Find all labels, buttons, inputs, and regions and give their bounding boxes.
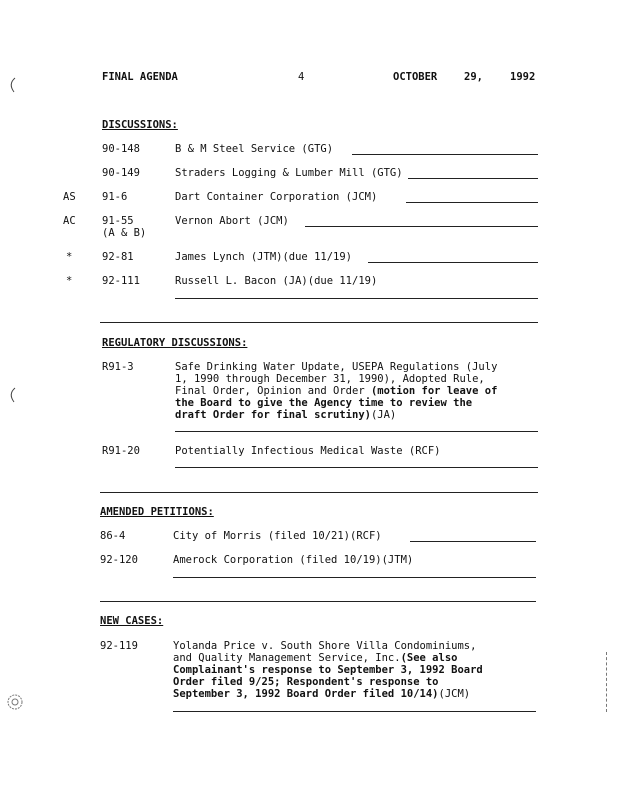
signature-line xyxy=(410,541,536,542)
case-number: R91-3 xyxy=(102,361,134,373)
new-cases-heading: NEW CASES: xyxy=(100,615,164,627)
case-marker: * xyxy=(66,251,73,263)
case-number: 92-120 xyxy=(100,554,138,566)
signature-line xyxy=(368,262,538,263)
case-text-line: Complainant's response to September 3, 1992 Board xyxy=(173,664,483,676)
binder-hole-mark xyxy=(6,386,18,404)
section-divider xyxy=(100,601,536,602)
regulatory-heading: REGULATORY DISCUSSIONS: xyxy=(102,337,248,349)
case-text-line: Yolanda Price v. South Shore Villa Condominiums, xyxy=(173,640,477,652)
case-text-line: and Quality Management Service, Inc.(See also xyxy=(173,652,458,664)
case-number: 86-4 xyxy=(100,530,126,542)
case-number: 90-149 xyxy=(102,167,140,179)
case-marker: * xyxy=(66,275,73,287)
case-number: 92-111 xyxy=(102,275,140,287)
case-text-line: 1, 1990 through December 31, 1990), Adopted Rule, xyxy=(175,373,485,385)
case-marker: AS xyxy=(63,191,76,203)
case-number: R91-20 xyxy=(102,445,140,457)
case-text-line: draft Order for final scrutiny)(JA) xyxy=(175,409,397,421)
binder-hole-mark xyxy=(5,692,25,712)
case-text-line: Order filed 9/25; Respondent's response to xyxy=(173,676,439,688)
discussions-heading: DISCUSSIONS: xyxy=(102,119,178,131)
case-title: Straders Logging & Lumber Mill (GTG) xyxy=(175,167,403,179)
case-title: Vernon Abort (JCM) xyxy=(175,215,289,227)
signature-line xyxy=(175,431,538,432)
signature-line xyxy=(408,178,538,179)
section-divider xyxy=(100,322,538,323)
case-number: 92-119 xyxy=(100,640,138,652)
amended-heading: AMENDED PETITIONS: xyxy=(100,506,214,518)
case-text-line: September 3, 1992 Board Order filed 10/14)(JCM) xyxy=(173,688,471,700)
case-number: 91-6 xyxy=(102,191,128,203)
signature-line xyxy=(175,298,538,299)
case-title: Dart Container Corporation (JCM) xyxy=(175,191,378,203)
case-number: 91-55 xyxy=(102,215,134,227)
signature-line xyxy=(175,467,538,468)
agenda-title: FINAL AGENDA xyxy=(102,71,178,83)
signature-line xyxy=(173,711,536,712)
case-title: B & M Steel Service (GTG) xyxy=(175,143,334,155)
case-title: City of Morris (filed 10/21)(RCF) xyxy=(173,530,382,542)
case-number: 90-148 xyxy=(102,143,140,155)
case-marker: AC xyxy=(63,215,76,227)
case-number: 92-81 xyxy=(102,251,134,263)
signature-line xyxy=(352,154,538,155)
signature-line xyxy=(305,226,538,227)
section-divider xyxy=(100,492,538,493)
case-text-line: Safe Drinking Water Update, USEPA Regulations (July xyxy=(175,361,498,373)
case-text-line: Final Order, Opinion and Order (motion for leave of xyxy=(175,385,498,397)
binder-hole-mark xyxy=(6,76,18,94)
date-year: 1992 xyxy=(510,71,536,83)
case-title: James Lynch (JTM)(due 11/19) xyxy=(175,251,353,263)
case-text-line: the Board to give the Agency time to review the xyxy=(175,397,473,409)
signature-line xyxy=(406,202,538,203)
date-day: 29, xyxy=(464,71,483,83)
case-title: Russell L. Bacon (JA)(due 11/19) xyxy=(175,275,378,287)
scan-edge-mark xyxy=(606,652,607,712)
case-title: Potentially Infectious Medical Waste (RCF) xyxy=(175,445,441,457)
signature-line xyxy=(173,577,536,578)
page-number: 4 xyxy=(298,71,305,83)
date-month: OCTOBER xyxy=(393,71,438,83)
case-number-sub: (A & B) xyxy=(102,227,147,239)
case-title: Amerock Corporation (filed 10/19)(JTM) xyxy=(173,554,414,566)
